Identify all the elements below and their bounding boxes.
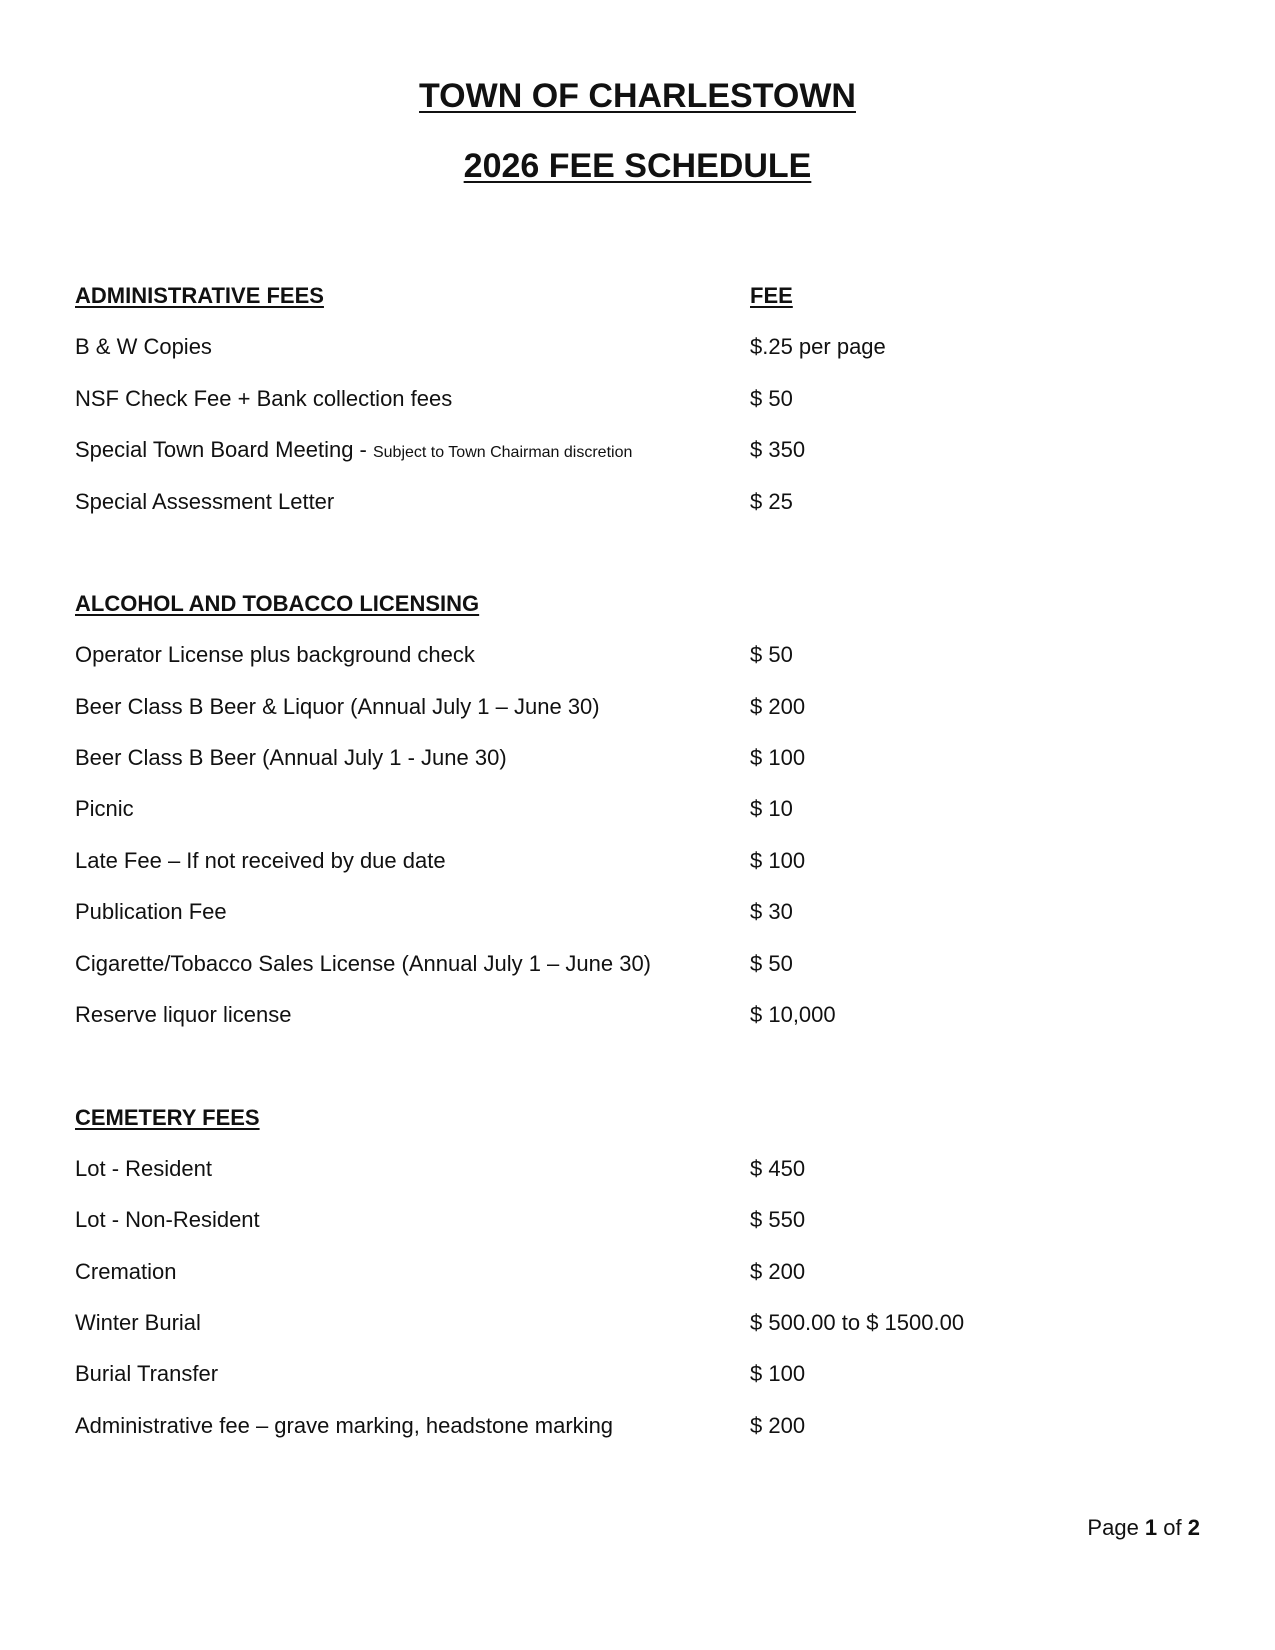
fee-note: Subject to Town Chairman discretion	[372, 444, 633, 461]
fee-label: Reserve liquor license	[75, 1002, 292, 1027]
page-number	[1087, 1512, 1200, 1544]
fee-row	[75, 948, 1195, 980]
fee-amount: $ 50	[750, 951, 793, 976]
section-heading-cemetery: CEMETERY FEES	[75, 1105, 260, 1130]
fee-amount: $ 100	[750, 848, 806, 873]
fee-label: Late Fee – If not received by due date	[75, 848, 446, 873]
fee-label: Lot - Non-Resident	[75, 1207, 260, 1232]
fee-row	[75, 639, 1195, 671]
fee-amount: $ 10	[750, 796, 793, 821]
fee-label: B & W Copies	[75, 334, 212, 359]
fee-label: Beer Class B Beer & Liquor (Annual July 1 – June 30)	[75, 694, 600, 719]
fee-amount: $ 30	[750, 899, 793, 924]
fee-row	[75, 1358, 1195, 1390]
fee-row	[75, 896, 1195, 928]
fee-row	[75, 383, 1195, 415]
section-heading-alcohol-tobacco: ALCOHOL AND TOBACCO LICENSING	[75, 591, 480, 616]
fee-amount: $ 200	[750, 1413, 806, 1438]
fee-label: Special Town Board Meeting - Subject to Town Chairman discretion	[75, 437, 633, 462]
fee-row	[75, 1307, 1195, 1339]
fee-amount: $ 350	[750, 437, 806, 462]
fee-amount: $ 550	[750, 1207, 806, 1232]
fee-column-heading: FEE	[750, 283, 793, 308]
fee-label: Winter Burial	[75, 1310, 201, 1335]
fee-row	[75, 793, 1195, 825]
fee-label: Publication Fee	[75, 899, 227, 924]
fee-amount: $ 10,000	[750, 1002, 836, 1027]
page-current: 1	[1144, 1515, 1158, 1540]
fee-label: Beer Class B Beer (Annual July 1 - June 30)	[75, 745, 507, 770]
fee-label: Burial Transfer	[75, 1361, 219, 1386]
section-heading-administrative: ADMINISTRATIVE FEES	[75, 283, 324, 308]
fee-amount: $ 100	[750, 745, 806, 770]
fee-amount: $ 200	[750, 1259, 806, 1284]
page-total: 2	[1187, 1515, 1200, 1540]
fee-amount: $ 25	[750, 489, 793, 514]
fee-amount: $ 450	[750, 1156, 806, 1181]
document-subtitle: 2026 FEE SCHEDULE	[463, 147, 812, 185]
fee-row	[75, 331, 1195, 363]
fee-row	[75, 845, 1195, 877]
fee-row	[75, 486, 1195, 518]
fee-label: Cremation	[75, 1259, 177, 1284]
fee-amount: $ 50	[750, 642, 793, 667]
fee-label: Cigarette/Tobacco Sales License (Annual July 1 – June 30)	[75, 951, 652, 976]
fee-row	[75, 434, 1195, 466]
fee-label: Operator License plus background check	[75, 642, 475, 667]
fee-label: Special Assessment Letter	[75, 489, 335, 514]
fee-row	[75, 691, 1195, 723]
fee-amount: $ 200	[750, 694, 806, 719]
fee-label: Lot - Resident	[75, 1156, 212, 1181]
fee-row	[75, 742, 1195, 774]
fee-row	[75, 1410, 1195, 1442]
fee-row	[75, 1204, 1195, 1236]
fee-amount: $ 500.00 to $ 1500.00	[750, 1310, 965, 1335]
document-title: TOWN OF CHARLESTOWN	[419, 77, 856, 115]
fee-label: NSF Check Fee + Bank collection fees	[75, 386, 453, 411]
fee-amount: $.25 per page	[750, 334, 886, 359]
fee-label: Picnic	[75, 796, 134, 821]
of-word: of	[1157, 1515, 1188, 1540]
fee-row	[75, 999, 1195, 1031]
fee-row	[75, 1153, 1195, 1185]
fee-amount: $ 50	[750, 386, 793, 411]
fee-amount: $ 100	[750, 1361, 806, 1386]
fee-label: Administrative fee – grave marking, headstone marking	[75, 1413, 614, 1438]
fee-row	[75, 1256, 1195, 1288]
page-word: Page	[1087, 1515, 1145, 1540]
